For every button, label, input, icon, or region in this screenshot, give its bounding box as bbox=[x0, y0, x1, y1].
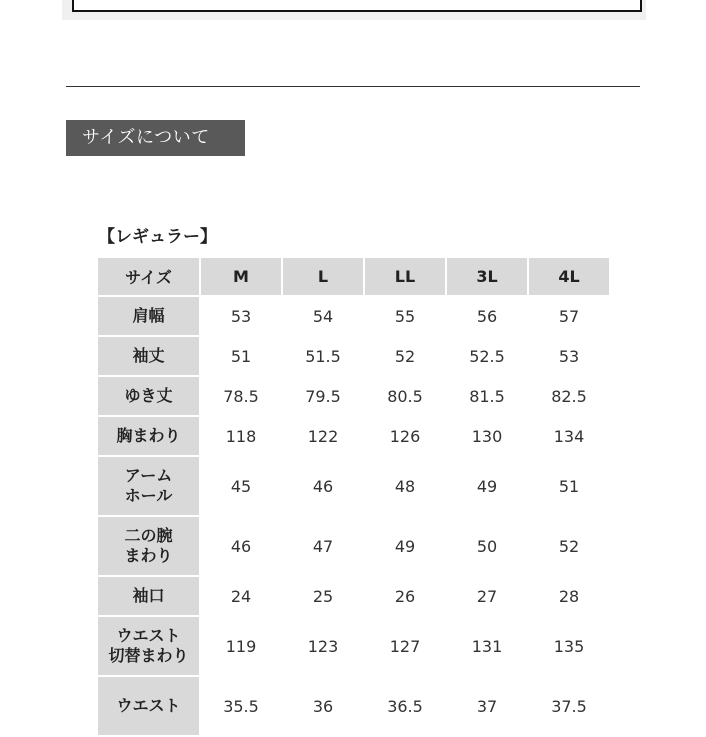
table-cell: 37 bbox=[476, 696, 498, 716]
table-cell: 126 bbox=[389, 426, 421, 446]
table-cell: 130 bbox=[471, 426, 503, 446]
row-header: 二の腕 まわり bbox=[98, 517, 199, 575]
table-cell: 27 bbox=[476, 586, 498, 606]
table-cell: 45 bbox=[230, 476, 252, 496]
table-header-row bbox=[98, 258, 609, 295]
table-cell: 135 bbox=[553, 636, 585, 656]
table-cell: 47 bbox=[312, 536, 334, 556]
row-header: ウエスト bbox=[98, 677, 199, 735]
table-row bbox=[98, 457, 609, 515]
table-cell: 134 bbox=[553, 426, 585, 446]
row-header: アーム ホール bbox=[98, 457, 199, 515]
row-header: 袖丈 bbox=[98, 337, 199, 375]
table-cell: 127 bbox=[389, 636, 421, 656]
table-cell: 54 bbox=[312, 306, 334, 326]
table-cell: 52.5 bbox=[469, 346, 505, 366]
table-cell: 118 bbox=[225, 426, 257, 446]
table-row bbox=[98, 617, 609, 675]
table-cell: 52 bbox=[558, 536, 580, 556]
table-cell: 48 bbox=[394, 476, 416, 496]
row-header: 袖口 bbox=[98, 577, 199, 615]
column-header-ll: LL bbox=[365, 258, 445, 295]
corner-header-size: サイズ bbox=[98, 258, 199, 295]
table-cell: 122 bbox=[307, 426, 339, 446]
table-cell: 56 bbox=[476, 306, 498, 326]
row-header: ウエスト 切替まわり bbox=[98, 617, 199, 675]
size-chart-table bbox=[96, 256, 611, 737]
table-cell: 78.5 bbox=[223, 386, 259, 406]
table-row bbox=[98, 577, 609, 615]
table-cell: 36 bbox=[312, 696, 334, 716]
table-row bbox=[98, 677, 609, 735]
table-cell: 26 bbox=[394, 586, 416, 606]
table-cell: 80.5 bbox=[387, 386, 423, 406]
table-cell: 28 bbox=[558, 586, 580, 606]
table-cell: 49 bbox=[476, 476, 498, 496]
table-caption-regular: 【レギュラー】 bbox=[98, 227, 217, 247]
table-row bbox=[98, 297, 609, 335]
table-cell: 119 bbox=[225, 636, 257, 656]
table-cell: 46 bbox=[312, 476, 334, 496]
size-section-header: サイズについて bbox=[66, 120, 245, 156]
table-cell: 36.5 bbox=[387, 696, 423, 716]
column-header-3l: 3L bbox=[447, 258, 527, 295]
table-cell: 53 bbox=[558, 346, 580, 366]
column-header-m: M bbox=[201, 258, 281, 295]
row-header: ゆき丈 bbox=[98, 377, 199, 415]
table-cell: 37.5 bbox=[551, 696, 587, 716]
table-cell: 55 bbox=[394, 306, 416, 326]
table-cell: 123 bbox=[307, 636, 339, 656]
table-row bbox=[98, 517, 609, 575]
top-banner-box bbox=[72, 0, 642, 12]
table-cell: 49 bbox=[394, 536, 416, 556]
table-row bbox=[98, 337, 609, 375]
table-cell: 24 bbox=[230, 586, 252, 606]
section-divider bbox=[66, 86, 640, 87]
table-row bbox=[98, 377, 609, 415]
table-cell: 81.5 bbox=[469, 386, 505, 406]
column-header-l: L bbox=[283, 258, 363, 295]
table-cell: 52 bbox=[394, 346, 416, 366]
table-cell: 131 bbox=[471, 636, 503, 656]
table-cell: 35.5 bbox=[223, 696, 259, 716]
row-header: 胸まわり bbox=[98, 417, 199, 455]
table-cell: 51.5 bbox=[305, 346, 341, 366]
table-cell: 51 bbox=[558, 476, 580, 496]
table-cell: 82.5 bbox=[551, 386, 587, 406]
row-header: 肩幅 bbox=[98, 297, 199, 335]
table-cell: 57 bbox=[558, 306, 580, 326]
table-cell: 46 bbox=[230, 536, 252, 556]
table-cell: 50 bbox=[476, 536, 498, 556]
table-cell: 79.5 bbox=[305, 386, 341, 406]
column-header-4l: 4L bbox=[529, 258, 609, 295]
table-cell: 51 bbox=[230, 346, 252, 366]
table-cell: 25 bbox=[312, 586, 334, 606]
table-row bbox=[98, 417, 609, 455]
table-cell: 53 bbox=[230, 306, 252, 326]
